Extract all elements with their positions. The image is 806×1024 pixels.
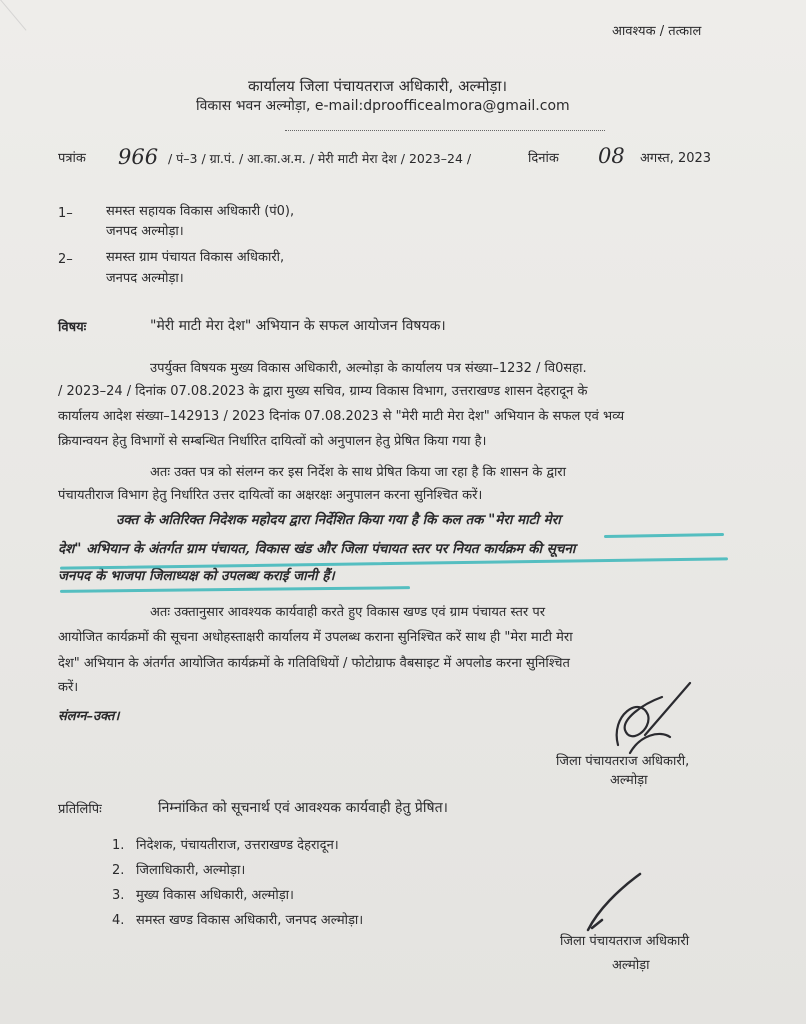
- ref-month-year: अगस्त, 2023: [640, 151, 712, 166]
- copy-label: प्रतिलिपिः: [58, 802, 102, 817]
- copy-item-text: निदेशक, पंचायतीराज, उत्तराखण्ड देहरादून।: [136, 838, 339, 853]
- copy-item-number: 1.: [112, 838, 125, 853]
- recipient-line: जनपद अल्मोड़ा।: [106, 224, 184, 239]
- office-header-line1: कार्यालय जिला पंचायतराज अधिकारी, अल्मोड़ा।: [248, 77, 508, 95]
- recipient-line: समस्त सहायक विकास अधिकारी (पं0),: [106, 204, 295, 219]
- body2-line: आयोजित कार्यक्रमों की सूचना अधोहस्ताक्षरी कार्यालय में उपलब्ध कराना सुनिश्चित करें साथ ही "मेरा माटी मेरा: [58, 630, 573, 645]
- enclosure-note: संलग्न–उक्त।: [58, 709, 120, 724]
- recipient-number: 1–: [58, 206, 73, 221]
- copy-item-text: समस्त खण्ड विकास अधिकारी, जनपद अल्मोड़ा।: [136, 913, 364, 928]
- recipient-line: जनपद अल्मोड़ा।: [106, 271, 184, 286]
- body-line: / 2023–24 / दिनांक 07.08.2023 के द्वारा मुख्य सचिव, ग्राम्य विकास विभाग, उत्तराखण्ड शासन देहरादून के: [58, 384, 588, 399]
- body2-line: अतः उक्तानुसार आवश्यक कार्यवाही करते हुए विकास खण्ड एवं ग्राम पंचायत स्तर पर: [150, 605, 546, 620]
- copy-item-number: 2.: [112, 863, 125, 878]
- signatory-place: अल्मोड़ा: [610, 773, 648, 788]
- highlighted-line: उक्त के अतिरिक्त निदेशक महोदय द्वारा निर्देशित किया गया है कि कल तक "मेरा माटी मेरा: [116, 512, 561, 528]
- signature-stroke: [580, 870, 650, 940]
- ref-number: 966: [118, 145, 159, 169]
- copy-item-text: मुख्य विकास अधिकारी, अल्मोड़ा।: [136, 888, 294, 903]
- body2-line: करें।: [58, 680, 79, 695]
- recipient-line: समस्त ग्राम पंचायत विकास अधिकारी,: [106, 250, 285, 265]
- body-line: उपर्युक्त विषयक मुख्य विकास अधिकारी, अल्मोड़ा के कार्यालय पत्र संख्या–1232 / वि0सहा.: [150, 361, 587, 376]
- body-line: क्रियान्वयन हेतु विभागों से सम्बन्धित निर्धारित दायित्वों को अनुपालन हेतु प्रेषित किया गया है।: [58, 434, 487, 449]
- signatory-place-copy: अल्मोड़ा: [612, 958, 650, 973]
- body-line: पंचायतीराज विभाग हेतु निर्धारित उत्तर दायित्वों का अक्षरक्षः अनुपालन करना सुनिश्चित करें।: [58, 488, 483, 503]
- body-line: अतः उक्त पत्र को संलग्न कर इस निर्देश के साथ प्रेषित किया जा रहा है कि शासन के द्वारा: [150, 465, 566, 480]
- priority-label: आवश्यक / तत्काल: [612, 24, 702, 39]
- highlight-underline: [60, 557, 728, 569]
- copy-text: निम्नांकित को सूचनार्थ एवं आवश्यक कार्यवाही हेतु प्रेषित।: [158, 800, 448, 816]
- ref-label: पत्रांक: [58, 151, 86, 166]
- ref-day: 08: [598, 144, 625, 168]
- copy-item-number: 4.: [112, 913, 125, 928]
- ref-date-label: दिनांक: [528, 151, 559, 166]
- highlight-underline: [604, 533, 724, 538]
- highlighted-line: देश" अभियान के अंतर्गत ग्राम पंचायत, विकास खंड और जिला पंचायत स्तर पर नियत कार्यक्रम की सूचना: [58, 541, 576, 557]
- copy-item-text: जिलाधिकारी, अल्मोड़ा।: [136, 863, 246, 878]
- signatory-title: जिला पंचायतराज अधिकारी,: [556, 754, 690, 769]
- copy-item-number: 3.: [112, 888, 125, 903]
- office-header-line2: विकास भवन अल्मोड़ा, e-mail:dproofficealmora@gmail.com: [196, 98, 570, 114]
- highlight-underline: [60, 586, 410, 593]
- highlighted-line: जनपद के भाजपा जिलाध्यक्ष को उपलब्ध कराई जानी हैं।: [58, 568, 335, 584]
- recipient-number: 2–: [58, 252, 73, 267]
- subject-label: विषयः: [58, 320, 87, 335]
- signatory-title-copy: जिला पंचायतराज अधिकारी: [560, 934, 690, 949]
- body-line: कार्यालय आदेश संख्या–142913 / 2023 दिनांक 07.08.2023 से "मेरी माटी मेरा देश" अभियान के सफल एवं भव्य: [58, 409, 625, 424]
- ref-path: / पं–3 / ग्रा.पं. / आ.का.अ.म. / मेरी माटी मेरा देश / 2023–24 /: [168, 151, 472, 166]
- body2-line: देश" अभियान के अंतर्गत आयोजित कार्यक्रमों के गतिविधियों / फोटोग्राफ वैबसाइट में अपलोड करना सुनिश्चित: [58, 656, 570, 671]
- header-dotted-line: [285, 130, 605, 131]
- subject-text: "मेरी माटी मेरा देश" अभियान के सफल आयोजन विषयक।: [150, 318, 446, 334]
- paper-corner-fold: [0, 0, 57, 31]
